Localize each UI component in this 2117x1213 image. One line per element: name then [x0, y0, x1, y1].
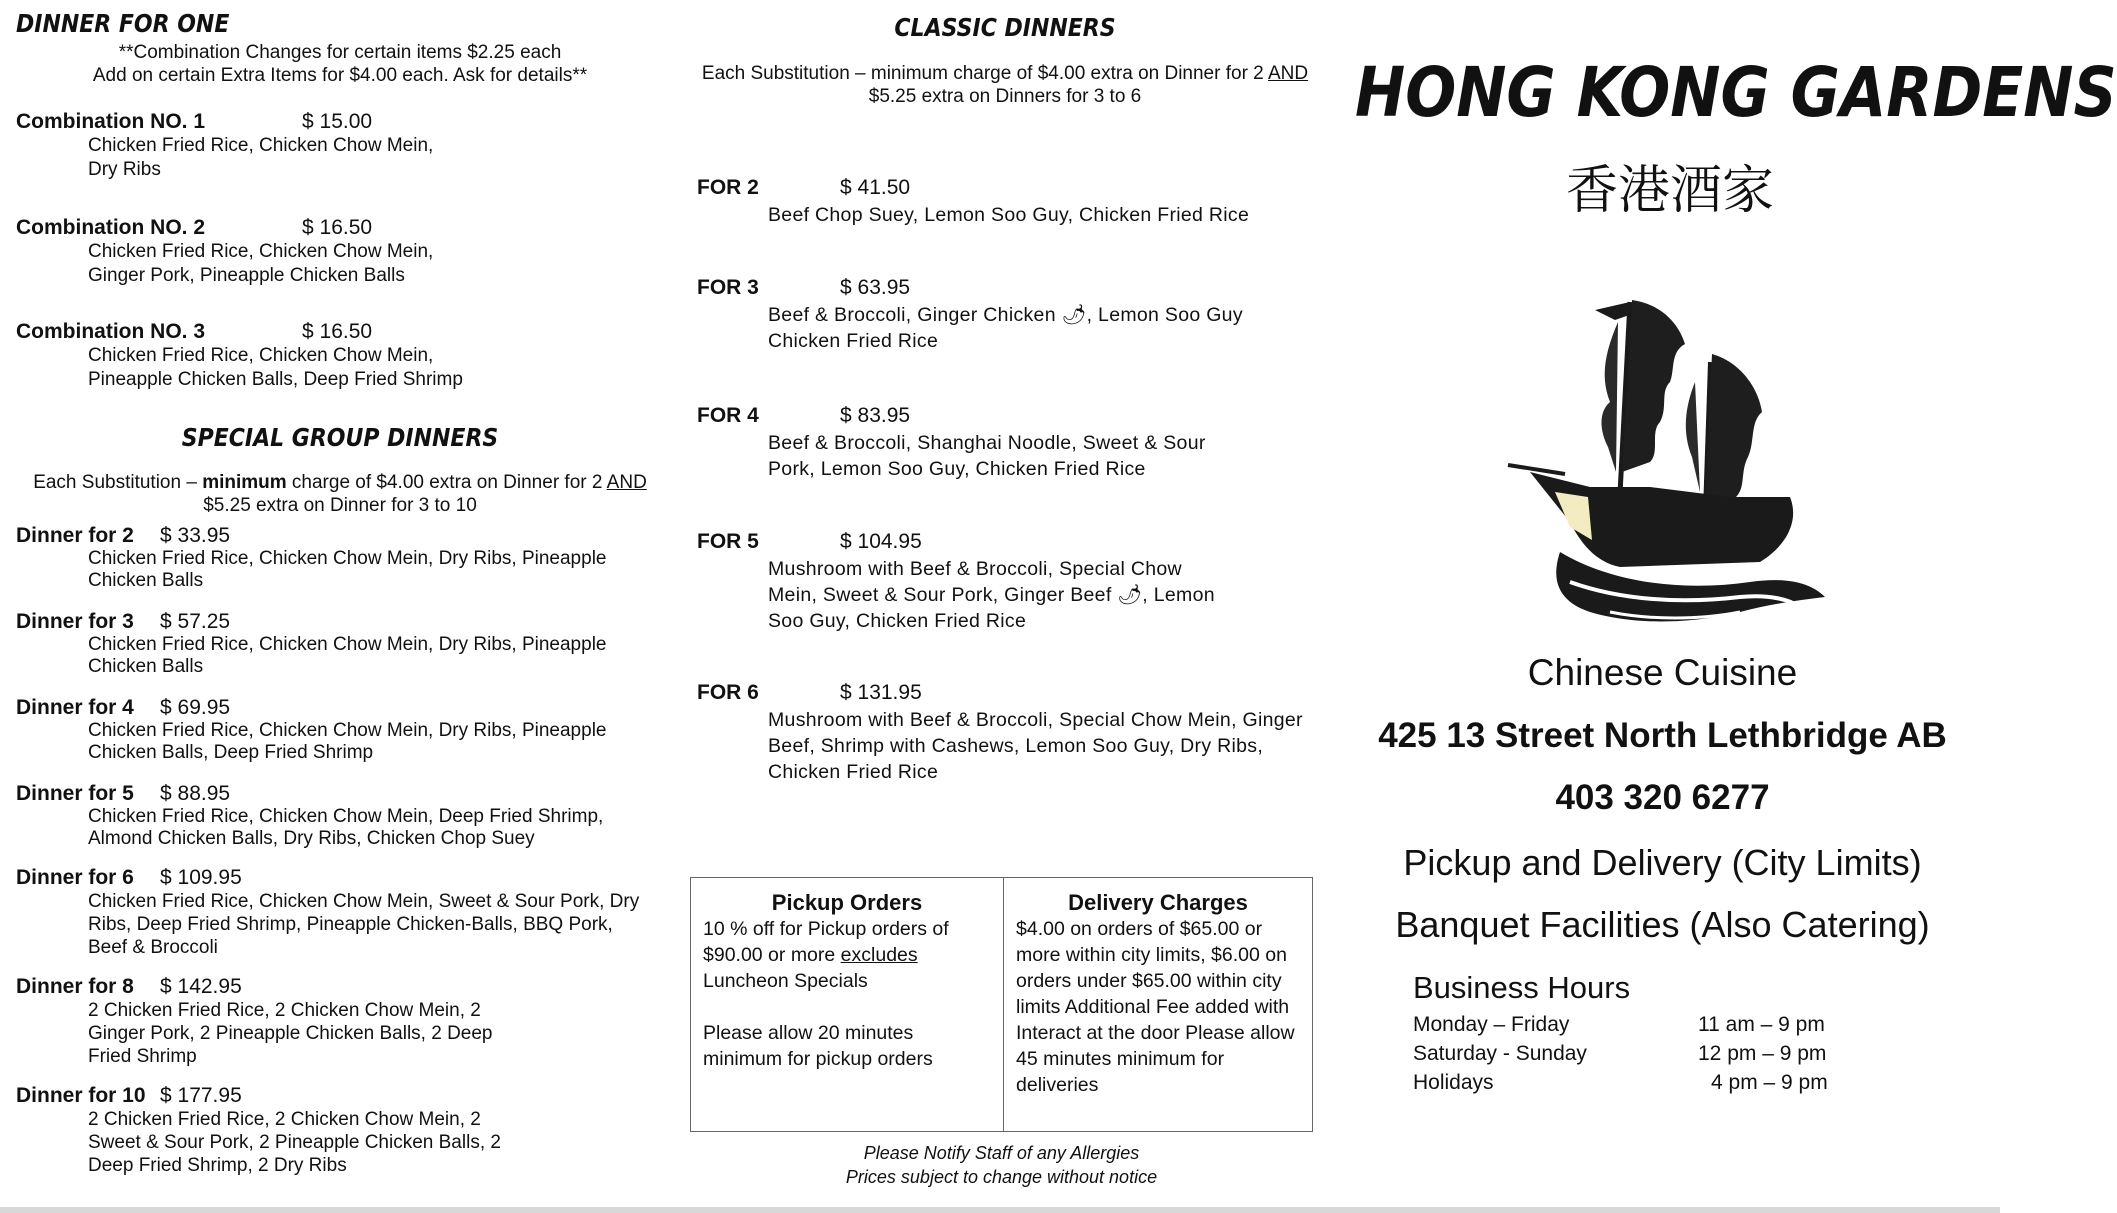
dinner-items: Chicken Fried Rice, Chicken Chow Mein, Dry Ribs, Pineapple Chicken Balls, Deep Fried Shrimp — [88, 720, 607, 763]
classic-dinners-heading: CLASSIC DINNERS — [894, 14, 1116, 43]
delivery-charges-text: $4.00 on orders of $65.00 or more within city limits, $6.00 on orders under $65.00 within city limits Additional Fee added with Interact at the door Please allow 45 minutes minimum for deliveries — [1016, 918, 1295, 1096]
combo-name: Combination NO. 2 — [16, 216, 205, 239]
address: 425 13 Street North Lethbridge AB — [1378, 716, 1947, 755]
hours-days: Holidays — [1413, 1071, 1494, 1094]
classic-note: Each Substitution – minimum charge of $4.00 extra on Dinner for 2 AND — [701, 63, 1309, 84]
dinner-items: Chicken Fried Rice, Chicken Chow Mein, Dry Ribs, Pineapple Chicken Balls — [88, 634, 607, 677]
dinner-for-one-note: **Combination Changes for certain items $2.25 each — [118, 42, 562, 63]
pickup-orders-title: Pickup Orders — [771, 890, 923, 915]
combo-items: Chicken Fried Rice, Chicken Chow Mein, Pineapple Chicken Balls, Deep Fried Shrimp — [88, 345, 463, 390]
special-group-note: $5.25 extra on Dinner for 3 to 10 — [203, 495, 477, 516]
combo-price: $ 15.00 — [302, 110, 373, 133]
dinner-items: 2 Chicken Fried Rice, 2 Chicken Chow Mein, 2 Sweet & Sour Pork, 2 Pineapple Chicken Balls, 2 Deep Fried Shrimp, 2 Dry Ribs — [88, 1109, 501, 1176]
delivery-charges-panel — [1004, 878, 1312, 1131]
classic-name: FOR 3 — [697, 276, 759, 299]
hours-days: Monday – Friday — [1413, 1013, 1570, 1036]
classic-items: Beef Chop Suey, Lemon Soo Guy, Chicken Fried Rice — [768, 204, 1250, 226]
allergies-note: Please Notify Staff of any Allergies — [863, 1143, 1140, 1163]
classic-items: Beef & Broccoli, Ginger Chicken 🌶, Lemon Soo Guy Chicken Fried Rice — [768, 304, 1243, 352]
pickup-delivery-line: Pickup and Delivery (City Limits) — [1403, 842, 1922, 883]
junk-ship-logo — [1500, 282, 1830, 637]
dinner-for-one-note: Add on certain Extra Items for $4.00 each. Ask for details** — [92, 65, 588, 86]
dinner-name: Dinner for 8 — [16, 975, 134, 998]
special-group-heading: SPECIAL GROUP DINNERS — [181, 424, 499, 453]
dinner-name: Dinner for 6 — [16, 866, 134, 889]
dinner-items: Chicken Fried Rice, Chicken Chow Mein, Deep Fried Shrimp, Almond Chicken Balls, Dry Ribs, Chicken Chop Suey — [88, 806, 604, 849]
combo-items: Chicken Fried Rice, Chicken Chow Mein, Dry Ribs — [88, 135, 434, 180]
combo-items: Chicken Fried Rice, Chicken Chow Mein, Ginger Pork, Pineapple Chicken Balls — [88, 241, 434, 286]
combo-price: $ 16.50 — [302, 216, 373, 239]
combo-price: $ 16.50 — [302, 320, 373, 343]
classic-price: $ 41.50 — [840, 176, 911, 199]
pickup-orders-panel — [691, 878, 1004, 1131]
classic-name: FOR 4 — [697, 404, 759, 427]
hours-days: Saturday - Sunday — [1413, 1042, 1587, 1065]
dinner-price: $ 109.95 — [160, 866, 242, 889]
special-group-note: Each Substitution – minimum charge of $4.00 extra on Dinner for 2 AND — [33, 472, 647, 493]
bottom-border — [0, 1207, 2000, 1213]
classic-name: FOR 6 — [697, 681, 759, 704]
dinner-price: $ 57.25 — [160, 610, 231, 633]
hours-time: 11 am – 9 pm — [1698, 1013, 1825, 1036]
dinner-name: Dinner for 5 — [16, 782, 134, 805]
info-box — [690, 877, 1313, 1132]
combo-name: Combination NO. 1 — [16, 110, 205, 133]
pickup-orders-note: Please allow 20 minutes minimum for pickup orders — [703, 1022, 933, 1070]
dinner-items: 2 Chicken Fried Rice, 2 Chicken Chow Mein, 2 Ginger Pork, 2 Pineapple Chicken Balls, 2 Deep Fried Shrimp — [88, 1000, 493, 1067]
delivery-charges-title: Delivery Charges — [1068, 890, 1248, 915]
classic-items: Mushroom with Beef & Broccoli, Special Chow Mein, Sweet & Sour Pork, Ginger Beef 🌶, Lemon Soo Guy, Chicken Fried Rice — [768, 558, 1215, 632]
classic-note: $5.25 extra on Dinners for 3 to 6 — [868, 86, 1142, 107]
dinner-name: Dinner for 4 — [16, 696, 134, 719]
restaurant-name: HONG KONG GARDENS — [1355, 52, 2117, 134]
banquet-line: Banquet Facilities (Also Catering) — [1395, 904, 1930, 945]
dinner-price: $ 33.95 — [160, 524, 231, 547]
classic-price: $ 131.95 — [840, 681, 922, 704]
classic-name: FOR 5 — [697, 530, 759, 553]
classic-price: $ 63.95 — [840, 276, 911, 299]
dinner-price: $ 69.95 — [160, 696, 231, 719]
dinner-for-one-heading: DINNER FOR ONE — [16, 10, 230, 39]
prices-note: Prices subject to change without notice — [845, 1167, 1158, 1187]
dinner-price: $ 177.95 — [160, 1084, 242, 1107]
dinner-price: $ 142.95 — [160, 975, 242, 998]
classic-price: $ 104.95 — [840, 530, 922, 553]
classic-price: $ 83.95 — [840, 404, 911, 427]
dinner-name: Dinner for 2 — [16, 524, 134, 547]
classic-name: FOR 2 — [697, 176, 759, 199]
dinner-name: Dinner for 3 — [16, 610, 134, 633]
dinner-price: $ 88.95 — [160, 782, 231, 805]
dinner-items: Chicken Fried Rice, Chicken Chow Mein, Sweet & Sour Pork, Dry Ribs, Deep Fried Shrimp, Pineapple Chicken-Balls, BBQ Pork, Beef & Broccoli — [88, 891, 640, 958]
dinner-items: Chicken Fried Rice, Chicken Chow Mein, Dry Ribs, Pineapple Chicken Balls — [88, 548, 607, 591]
phone-number: 403 320 6277 — [1555, 778, 1770, 817]
business-hours-title: Business Hours — [1413, 970, 1631, 1005]
cuisine-label: Chinese Cuisine — [1527, 652, 1798, 693]
hours-time: 12 pm – 9 pm — [1698, 1042, 1827, 1065]
classic-items: Mushroom with Beef & Broccoli, Special Chow Mein, Ginger Beef, Shrimp with Cashews, Lemon Soo Guy, Dry Ribs, Chicken Fried Rice — [768, 709, 1303, 783]
combo-name: Combination NO. 3 — [16, 320, 205, 343]
hours-time: 4 pm – 9 pm — [1711, 1071, 1828, 1094]
restaurant-chinese-name: 香港酒家 — [1565, 161, 1774, 221]
classic-items: Beef & Broccoli, Shanghai Noodle, Sweet & Sour Pork, Lemon Soo Guy, Chicken Fried Rice — [768, 432, 1206, 480]
dinner-name: Dinner for 10 — [16, 1084, 146, 1107]
pickup-orders-text: 10 % off for Pickup orders of $90.00 or more excludes Luncheon Specials — [703, 918, 949, 992]
